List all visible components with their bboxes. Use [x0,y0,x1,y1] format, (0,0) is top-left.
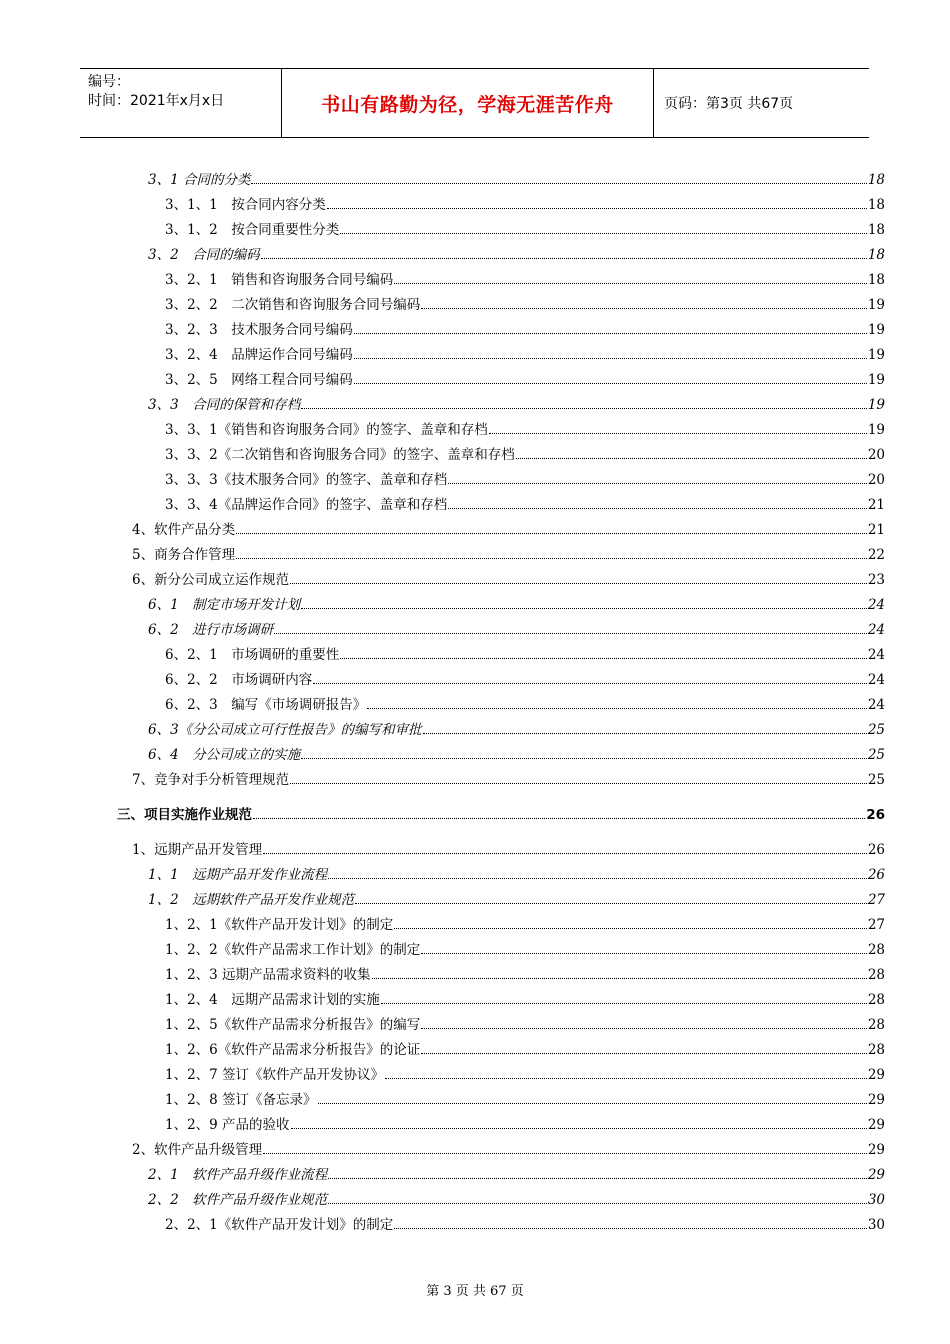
toc-entry-title: 1、2、3 远期产品需求资料的收集 [165,967,371,983]
toc-entry[interactable] [148,618,885,640]
number-label: 编号： [88,74,130,90]
toc-entry[interactable] [132,1138,885,1160]
toc-entry[interactable] [165,318,885,340]
toc-entry[interactable] [165,443,885,465]
toc-entry-title: 1、2、1《软件产品开发计划》的制定 [165,917,394,933]
toc-entry-title: 6、4 分公司成立的实施 [148,747,301,763]
toc-entry[interactable] [165,418,885,440]
toc-entry-title: 6、1 制定市场开发计划 [148,597,301,613]
toc-entry-title: 6、2、3 编写《市场调研报告》 [165,697,367,713]
toc-entry[interactable] [165,1213,885,1235]
toc-entry-page: 28 [867,942,885,958]
toc-entry-title: 6、3《分公司成立可行性报告》的编写和审批 [148,722,422,738]
toc-entry-title: 1、远期产品开发管理 [132,842,263,858]
page-footer: 第 3 页 共 67 页 [426,1284,524,1299]
toc-entry[interactable] [148,393,885,415]
toc-entry-title: 1、1 远期产品开发作业流程 [148,867,328,883]
toc-entry[interactable] [132,568,885,590]
toc-entry-title: 2、软件产品升级管理 [132,1142,263,1158]
toc-entry-page: 28 [867,967,885,983]
toc-entry-title: 3、2、2 二次销售和咨询服务合同号编码 [165,297,421,313]
toc-entry-page: 30 [867,1217,885,1233]
toc-entry[interactable] [165,293,885,315]
toc-entry[interactable] [165,913,885,935]
toc-leader [385,1063,867,1079]
toc-entry[interactable] [165,693,885,715]
toc-entry[interactable] [132,518,885,540]
toc-leader [394,268,867,284]
toc-entry-title: 三、项目实施作业规范 [117,807,252,823]
toc-leader [381,988,867,1004]
toc-leader [291,1113,867,1129]
toc-entry-page: 23 [867,572,885,588]
toc-entry[interactable] [165,493,885,515]
toc-leader [301,593,867,609]
toc-entry-page: 26 [866,807,885,823]
toc-entry-page: 29 [867,1117,885,1133]
toc-leader [354,318,867,334]
toc-entry-title: 1、2、5《软件产品需求分析报告》的编写 [165,1017,421,1033]
toc-entry-title: 3、3 合同的保管和存档 [148,397,301,413]
toc-entry-page: 19 [867,347,885,363]
toc-leader [301,743,867,759]
toc-entry[interactable] [165,963,885,985]
toc-entry-page: 24 [867,622,885,638]
toc-entry[interactable] [117,803,885,825]
toc-entry-title: 7、竞争对手分析管理规范 [132,772,290,788]
toc-entry[interactable] [165,1038,885,1060]
page-header [80,68,869,138]
toc-entry-page: 26 [867,867,885,883]
toc-entry-title: 6、2 进行市场调研 [148,622,274,638]
toc-leader [301,393,867,409]
toc-entry[interactable] [148,1188,885,1210]
toc-entry-page: 24 [867,672,885,688]
toc-entry-page: 19 [867,422,885,438]
toc-entry-page: 29 [867,1067,885,1083]
toc-leader [236,543,867,559]
toc-leader [421,293,867,309]
toc-entry[interactable] [148,168,885,190]
toc-entry-page: 18 [867,197,885,213]
toc-entry[interactable] [165,1113,885,1135]
toc-entry[interactable] [165,1013,885,1035]
toc-entry-page: 24 [867,697,885,713]
toc-entry-title: 1、2、7 签订《软件产品开发协议》 [165,1067,385,1083]
toc-entry-title: 1、2、4 远期产品需求计划的实施 [165,992,380,1008]
toc-entry-page: 28 [867,1017,885,1033]
toc-entry[interactable] [148,718,885,740]
toc-leader [516,443,867,459]
toc-entry[interactable] [165,343,885,365]
toc-leader [328,1163,867,1179]
toc-entry[interactable] [148,888,885,910]
toc-entry-title: 3、2 合同的编码 [148,247,260,263]
toc-entry[interactable] [148,1163,885,1185]
toc-entry[interactable] [165,643,885,665]
toc-entry-title: 3、3、3《技术服务合同》的签字、盖章和存档 [165,472,448,488]
toc-entry-page: 18 [867,222,885,238]
toc-leader [448,468,867,484]
toc-entry-page: 29 [867,1142,885,1158]
toc-entry[interactable] [165,1088,885,1110]
header-meta [80,69,282,137]
toc-entry-page: 26 [867,842,885,858]
toc-entry[interactable] [148,743,885,765]
toc-entry-title: 3、1、1 按合同内容分类 [165,197,326,213]
toc-leader [318,1088,867,1104]
toc-leader [290,568,867,584]
toc-leader [367,693,867,709]
toc-leader [423,718,867,734]
toc-entry-title: 3、1、2 按合同重要性分类 [165,222,340,238]
toc-leader [355,888,867,904]
toc-leader [261,243,867,259]
toc-entry-title: 2、2、1《软件产品开发计划》的制定 [165,1217,394,1233]
toc-entry[interactable] [148,863,885,885]
toc-entry-title: 1、2、2《软件产品需求工作计划》的制定 [165,942,421,958]
toc-leader [313,668,867,684]
toc-entry[interactable] [165,193,885,215]
toc-leader [327,193,867,209]
toc-entry-title: 3、2、1 销售和咨询服务合同号编码 [165,272,394,288]
toc-entry[interactable] [165,1063,885,1085]
toc-entry[interactable] [165,368,885,390]
toc-entry-page: 21 [867,497,885,513]
toc-entry-title: 3、2、4 品牌运作合同号编码 [165,347,353,363]
toc-leader [340,643,867,659]
toc-entry-page: 18 [867,172,885,188]
toc-entry[interactable] [148,243,885,265]
toc-entry-page: 29 [867,1092,885,1108]
toc-entry-title: 3、2、3 技术服务合同号编码 [165,322,353,338]
toc-entry-title: 4、软件产品分类 [132,522,236,538]
toc-entry-title: 1、2、8 签订《备忘录》 [165,1092,317,1108]
toc-entry-page: 25 [867,772,885,788]
toc-entry-page: 30 [867,1192,885,1208]
header-page-info: 页码：第3页 共67页 [664,96,794,112]
toc-leader [263,1138,867,1154]
toc-entry-title: 6、2、1 市场调研的重要性 [165,647,340,663]
toc-leader [394,913,867,929]
toc-leader [448,493,867,509]
time-label: 时间：2021年x月x日 [88,93,225,109]
toc-leader [421,1013,867,1029]
toc-entry-page: 28 [867,1042,885,1058]
toc-leader [340,218,867,234]
toc-entry-title: 3、3、1《销售和咨询服务合同》的签字、盖章和存档 [165,422,488,438]
toc-entry-title: 1、2 远期软件产品开发作业规范 [148,892,355,908]
toc-entry[interactable] [165,268,885,290]
toc-leader [489,418,867,434]
toc-entry-page: 19 [867,397,885,413]
toc-entry-title: 3、2、5 网络工程合同号编码 [165,372,353,388]
toc-leader [253,803,865,819]
toc-entry-page: 20 [867,447,885,463]
toc-entry-title: 2、1 软件产品升级作业流程 [148,1167,328,1183]
toc-entry[interactable] [165,218,885,240]
toc-leader [421,1038,867,1054]
toc-entry-page: 22 [867,547,885,563]
toc-leader [236,518,867,534]
toc-leader [394,1213,867,1229]
toc-leader [290,768,867,784]
toc-entry-page: 19 [867,322,885,338]
toc-leader [328,1188,867,1204]
toc-leader [372,963,867,979]
toc-entry-page: 19 [867,297,885,313]
toc-entry-page: 21 [867,522,885,538]
toc-entry-title: 5、商务合作管理 [132,547,236,563]
toc-entry-title: 3、1 合同的分类 [148,172,251,188]
toc-entry-page: 18 [867,272,885,288]
toc-entry-title: 3、3、4《品牌运作合同》的签字、盖章和存档 [165,497,448,513]
toc-leader [263,838,867,854]
toc-entry-page: 20 [867,472,885,488]
toc-entry-page: 27 [867,917,885,933]
toc-entry-page: 19 [867,372,885,388]
toc-leader [421,938,867,954]
toc-entry-page: 24 [867,597,885,613]
toc-entry-page: 25 [867,747,885,763]
toc-entry-page: 29 [867,1167,885,1183]
header-motto: 书山有路勤为径，学海无涯苦作舟 [282,69,654,137]
toc-entry-page: 24 [867,647,885,663]
toc-entry-page: 28 [867,992,885,1008]
toc-entry-title: 6、新分公司成立运作规范 [132,572,290,588]
toc-entry-title: 2、2 软件产品升级作业规范 [148,1192,328,1208]
toc-entry[interactable] [148,593,885,615]
toc-entry[interactable] [165,668,885,690]
toc-leader [251,168,866,184]
toc-entry[interactable] [132,543,885,565]
toc-leader [274,618,867,634]
toc-entry-title: 1、2、6《软件产品需求分析报告》的论证 [165,1042,421,1058]
toc-entry[interactable] [132,838,885,860]
toc-leader [354,343,867,359]
toc-entry-title: 3、3、2《二次销售和咨询服务合同》的签字、盖章和存档 [165,447,515,463]
toc-entry-title: 1、2、9 产品的验收 [165,1117,290,1133]
toc-entry-page: 25 [867,722,885,738]
toc-entry[interactable] [165,938,885,960]
toc-leader [328,863,867,879]
toc-entry-page: 27 [867,892,885,908]
toc-entry-title: 6、2、2 市场调研内容 [165,672,313,688]
toc-entry-page: 18 [867,247,885,263]
toc-entry[interactable] [132,768,885,790]
toc-leader [354,368,867,384]
toc-entry[interactable] [165,468,885,490]
toc-entry[interactable] [165,988,885,1010]
